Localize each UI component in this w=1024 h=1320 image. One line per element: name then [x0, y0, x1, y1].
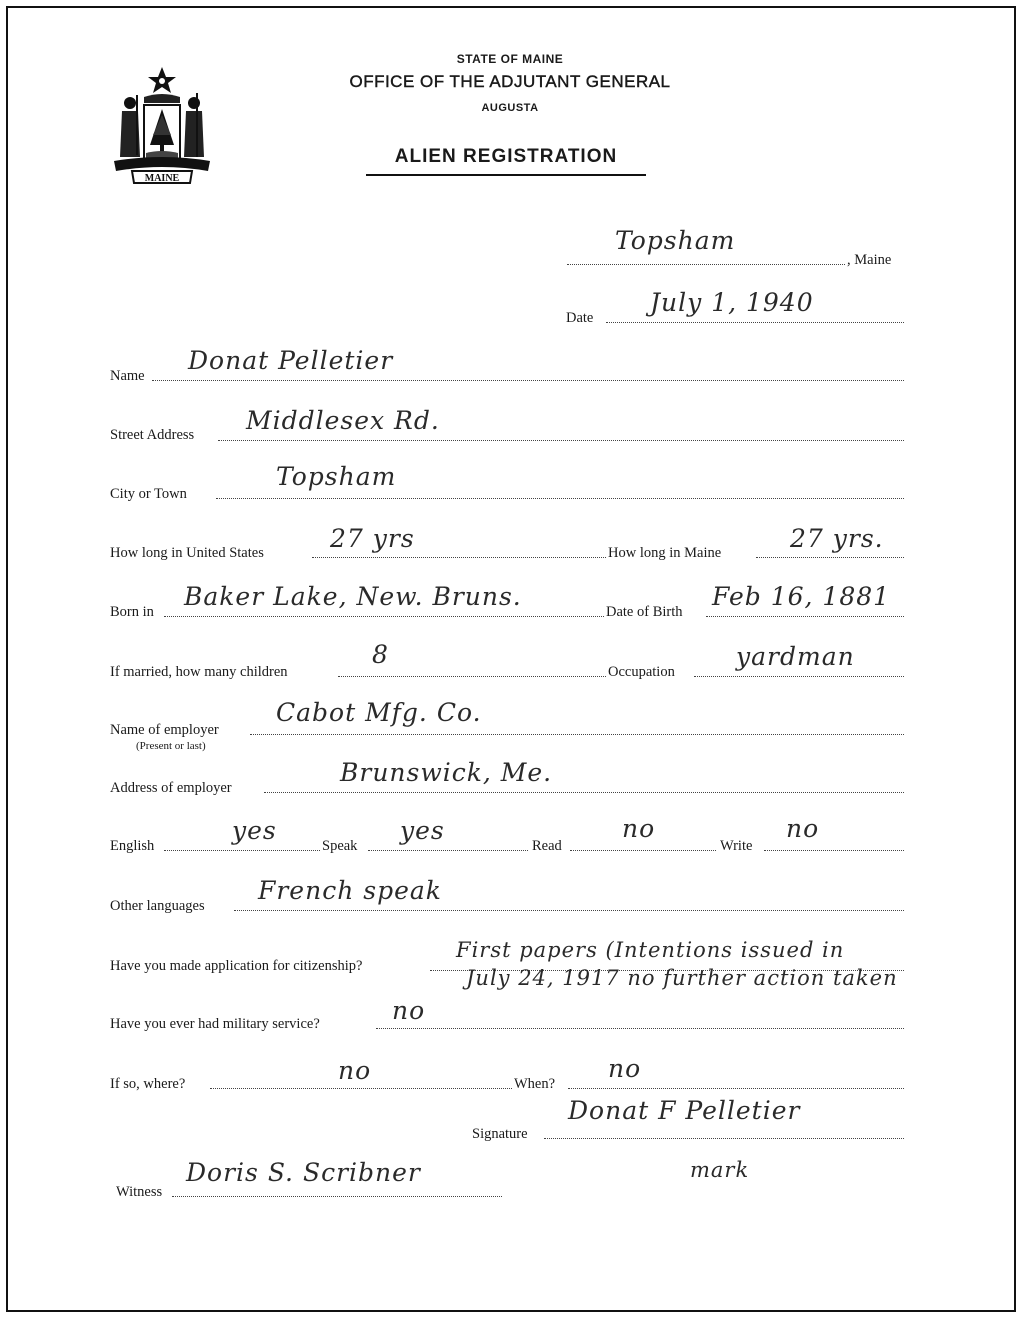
witness-line [172, 1196, 502, 1197]
where-label: If so, where? [110, 1076, 186, 1092]
occupation-field[interactable]: yardman [736, 642, 855, 671]
speak-label: Speak [322, 838, 358, 854]
write-field[interactable]: no [786, 814, 820, 843]
dob-label: Date of Birth [606, 604, 683, 620]
place-field[interactable]: Topsham [615, 226, 736, 255]
dob-field[interactable]: Feb 16, 1881 [712, 582, 891, 611]
when-label: When? [514, 1076, 556, 1092]
dob-line [706, 616, 904, 617]
children-label: If married, how many children [110, 664, 288, 680]
citizenship-field-line1[interactable]: First papers (Intentions issued in [456, 938, 845, 962]
english-label: English [110, 838, 155, 854]
office-heading: OFFICE OF THE ADJUTANT GENERAL [349, 72, 671, 91]
how-long-maine-label: How long in Maine [608, 545, 722, 561]
how-long-maine-field[interactable]: 27 yrs. [790, 524, 884, 553]
other-languages-line [234, 910, 904, 911]
signature-label: Signature [472, 1126, 528, 1142]
when-line [568, 1088, 904, 1089]
page-title: ALIEN REGISTRATION [394, 146, 618, 167]
witness-field[interactable]: Doris S. Scribner [186, 1158, 421, 1187]
how-long-us-label: How long in United States [110, 545, 264, 561]
occupation-label: Occupation [608, 664, 675, 680]
city-field[interactable]: Topsham [276, 462, 397, 491]
employer-address-field[interactable]: Brunswick, Me. [340, 758, 553, 787]
read-line [570, 850, 716, 851]
read-label: Read [532, 838, 562, 854]
signature-mark: mark [690, 1158, 750, 1182]
english-line [164, 850, 320, 851]
children-line [338, 676, 606, 677]
date-field[interactable]: July 1, 1940 [650, 288, 814, 317]
other-languages-label: Other languages [110, 898, 205, 914]
born-in-label: Born in [110, 604, 154, 620]
where-field[interactable]: no [338, 1056, 372, 1085]
military-line [376, 1028, 904, 1029]
title-underline [366, 174, 646, 176]
state-heading: STATE OF MAINE [456, 52, 564, 66]
speak-field[interactable]: yes [400, 816, 445, 845]
name-field[interactable]: Donat Pelletier [188, 346, 394, 375]
born-in-field[interactable]: Baker Lake, New. Bruns. [184, 582, 522, 611]
speak-line [368, 850, 528, 851]
read-field[interactable]: no [622, 814, 656, 843]
city-heading: AUGUSTA [481, 102, 539, 114]
write-line [764, 850, 904, 851]
street-line [218, 440, 904, 441]
employer-sublabel: (Present or last) [136, 740, 206, 752]
write-label: Write [720, 838, 753, 854]
how-long-us-line [312, 557, 606, 558]
name-label: Name [110, 368, 145, 384]
state-seal-icon [110, 65, 214, 187]
witness-label: Witness [116, 1184, 163, 1200]
employer-label: Name of employer [110, 722, 219, 738]
born-in-line [164, 616, 604, 617]
street-field[interactable]: Middlesex Rd. [246, 406, 440, 435]
signature-line [544, 1138, 904, 1139]
how-long-us-field[interactable]: 27 yrs [330, 524, 415, 553]
when-field[interactable]: no [608, 1054, 642, 1083]
employer-address-label: Address of employer [110, 780, 232, 796]
employer-line [250, 734, 904, 735]
occupation-line [694, 676, 904, 677]
seal-motto: MAINE [144, 173, 180, 184]
english-field[interactable]: yes [232, 816, 277, 845]
city-label: City or Town [110, 486, 187, 502]
employer-field[interactable]: Cabot Mfg. Co. [276, 698, 482, 727]
place-line [567, 264, 845, 265]
citizenship-field-line2[interactable]: July 24, 1917 no further action taken [466, 966, 898, 990]
street-label: Street Address [110, 427, 195, 443]
children-field[interactable]: 8 [372, 640, 389, 669]
other-languages-field[interactable]: French speak [258, 876, 442, 905]
citizenship-label: Have you made application for citizenship? [110, 958, 363, 974]
employer-address-line [264, 792, 904, 793]
where-line [210, 1088, 512, 1089]
date-line [606, 322, 904, 323]
name-line [152, 380, 904, 381]
military-field[interactable]: no [392, 996, 426, 1025]
city-line [216, 498, 904, 499]
date-label: Date [566, 310, 594, 326]
place-suffix: , Maine [847, 252, 892, 268]
how-long-maine-line [756, 557, 904, 558]
military-label: Have you ever had military service? [110, 1016, 320, 1032]
signature-field[interactable]: Donat F Pelletier [568, 1096, 801, 1125]
document-frame [6, 6, 1016, 1312]
